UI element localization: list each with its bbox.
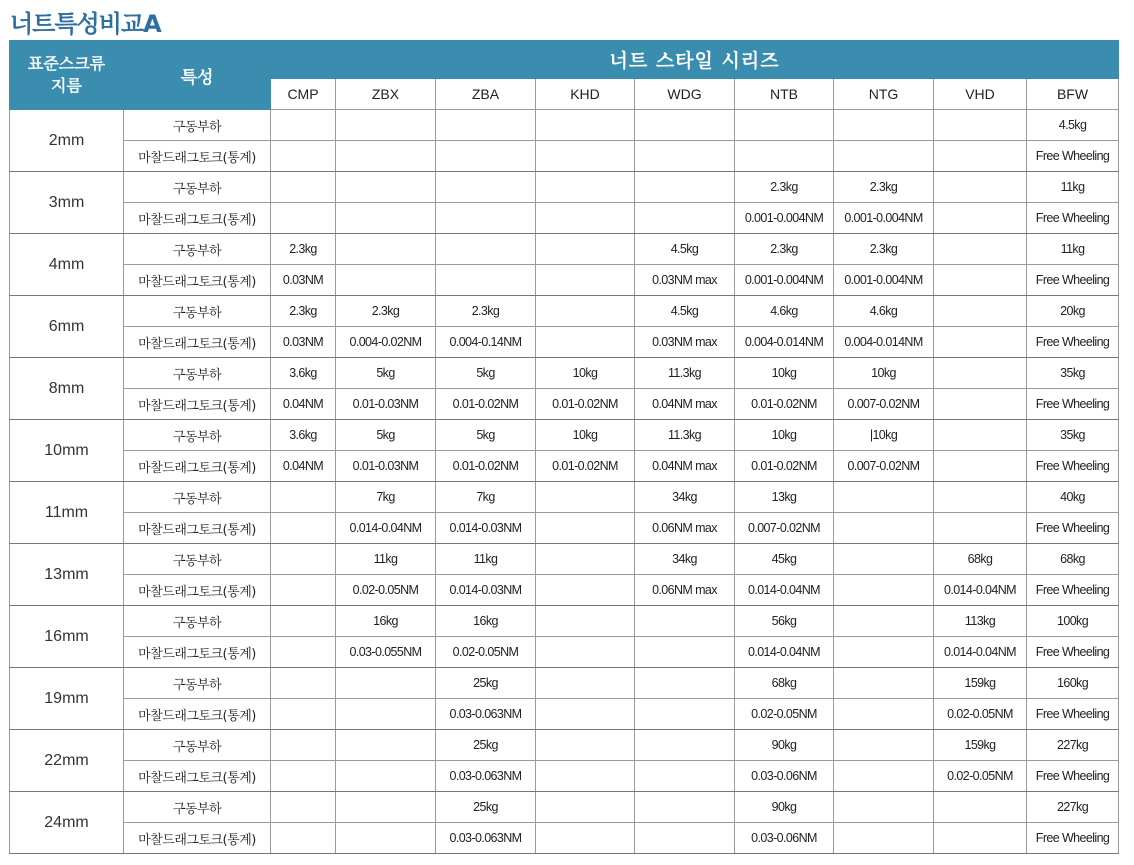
value-cell xyxy=(635,606,735,637)
value-cell xyxy=(834,482,934,513)
value-cell xyxy=(536,699,635,730)
diameter-header-line1: 표준스크류 xyxy=(27,54,106,73)
drive-load-label: 구동부하 xyxy=(124,358,271,389)
value-cell xyxy=(934,482,1027,513)
value-cell xyxy=(536,792,635,823)
value-cell: 0.01-0.02NM xyxy=(735,451,834,482)
value-cell xyxy=(934,203,1027,234)
value-cell: 159kg xyxy=(934,668,1027,699)
value-cell xyxy=(336,792,436,823)
value-cell: Free Wheeling xyxy=(1027,761,1119,792)
diameter-cell: 2mm xyxy=(10,110,124,172)
value-cell xyxy=(934,296,1027,327)
value-cell: 0.03NM xyxy=(271,327,336,358)
diameter-cell: 13mm xyxy=(10,544,124,606)
value-cell xyxy=(336,234,436,265)
diameter-cell: 8mm xyxy=(10,358,124,420)
value-cell xyxy=(271,730,336,761)
value-cell xyxy=(271,110,336,141)
value-cell: 16kg xyxy=(436,606,536,637)
diameter-header xyxy=(10,41,124,110)
value-cell xyxy=(336,265,436,296)
value-cell xyxy=(536,637,635,668)
value-cell xyxy=(336,730,436,761)
value-cell: 160kg xyxy=(1027,668,1119,699)
value-cell: 0.001-0.004NM xyxy=(735,203,834,234)
property-header: 특성 xyxy=(124,41,271,110)
value-cell: 35kg xyxy=(1027,420,1119,451)
value-cell: 0.03-0.06NM xyxy=(735,823,834,854)
value-cell: 2.3kg xyxy=(735,172,834,203)
value-cell xyxy=(934,513,1027,544)
value-cell xyxy=(536,265,635,296)
table-row xyxy=(10,327,1119,358)
value-cell xyxy=(635,141,735,172)
value-cell: 0.007-0.02NM xyxy=(834,389,934,420)
value-cell: 16kg xyxy=(336,606,436,637)
value-cell xyxy=(834,823,934,854)
drive-load-label: 구동부하 xyxy=(124,296,271,327)
column-header-zba: ZBA xyxy=(436,79,536,110)
value-cell: 0.01-0.02NM xyxy=(536,389,635,420)
value-cell xyxy=(934,451,1027,482)
diameter-cell: 3mm xyxy=(10,172,124,234)
value-cell xyxy=(336,203,436,234)
column-header-vhd: VHD xyxy=(934,79,1027,110)
value-cell xyxy=(934,823,1027,854)
value-cell xyxy=(536,761,635,792)
value-cell xyxy=(735,141,834,172)
value-cell: 0.02-0.05NM xyxy=(436,637,536,668)
value-cell xyxy=(271,575,336,606)
value-cell xyxy=(934,172,1027,203)
value-cell xyxy=(536,823,635,854)
value-cell: 0.04NM max xyxy=(635,451,735,482)
value-cell: 45kg xyxy=(735,544,834,575)
value-cell: 3.6kg xyxy=(271,358,336,389)
value-cell: 11kg xyxy=(1027,172,1119,203)
table-row xyxy=(10,792,1119,823)
value-cell xyxy=(271,513,336,544)
value-cell xyxy=(934,792,1027,823)
value-cell: 0.004-0.014NM xyxy=(834,327,934,358)
value-cell: 0.03-0.063NM xyxy=(436,823,536,854)
value-cell: 2.3kg xyxy=(834,234,934,265)
value-cell xyxy=(536,110,635,141)
value-cell: 0.014-0.04NM xyxy=(934,637,1027,668)
value-cell xyxy=(834,544,934,575)
value-cell: 0.01-0.02NM xyxy=(735,389,834,420)
value-cell: 0.014-0.04NM xyxy=(735,637,834,668)
series-header: 너트 스타일 시리즈 xyxy=(271,41,1119,79)
value-cell xyxy=(436,110,536,141)
value-cell: 25kg xyxy=(436,730,536,761)
value-cell: 0.01-0.03NM xyxy=(336,389,436,420)
value-cell: 0.06NM max xyxy=(635,575,735,606)
diameter-cell: 11mm xyxy=(10,482,124,544)
value-cell xyxy=(536,668,635,699)
nut-comparison-table xyxy=(9,40,1119,854)
value-cell xyxy=(336,110,436,141)
value-cell xyxy=(436,234,536,265)
value-cell: 90kg xyxy=(735,730,834,761)
table-row xyxy=(10,172,1119,203)
value-cell: Free Wheeling xyxy=(1027,327,1119,358)
value-cell xyxy=(536,575,635,606)
value-cell xyxy=(934,110,1027,141)
drive-load-label: 구동부하 xyxy=(124,110,271,141)
value-cell xyxy=(336,172,436,203)
value-cell: 227kg xyxy=(1027,730,1119,761)
value-cell: Free Wheeling xyxy=(1027,575,1119,606)
drag-torque-label: 마찰드래그토크(통계) xyxy=(124,699,271,730)
table-row xyxy=(10,389,1119,420)
value-cell xyxy=(635,823,735,854)
value-cell: 4.6kg xyxy=(735,296,834,327)
value-cell: 0.04NM max xyxy=(635,389,735,420)
value-cell xyxy=(536,296,635,327)
value-cell: 0.01-0.02NM xyxy=(436,451,536,482)
value-cell: 13kg xyxy=(735,482,834,513)
value-cell: 3.6kg xyxy=(271,420,336,451)
value-cell: 0.01-0.03NM xyxy=(336,451,436,482)
drag-torque-label: 마찰드래그토크(통계) xyxy=(124,575,271,606)
value-cell: 0.004-0.02NM xyxy=(336,327,436,358)
column-header-ntb: NTB xyxy=(735,79,834,110)
value-cell xyxy=(536,606,635,637)
value-cell xyxy=(635,203,735,234)
value-cell xyxy=(536,234,635,265)
value-cell xyxy=(336,699,436,730)
value-cell: 0.03-0.063NM xyxy=(436,699,536,730)
drag-torque-label: 마찰드래그토크(통계) xyxy=(124,265,271,296)
value-cell: 10kg xyxy=(735,358,834,389)
value-cell: Free Wheeling xyxy=(1027,823,1119,854)
value-cell xyxy=(934,234,1027,265)
value-cell: 0.004-0.14NM xyxy=(436,327,536,358)
value-cell: 100kg xyxy=(1027,606,1119,637)
value-cell xyxy=(635,110,735,141)
column-header-khd: KHD xyxy=(536,79,635,110)
value-cell: 4.5kg xyxy=(1027,110,1119,141)
value-cell: 20kg xyxy=(1027,296,1119,327)
value-cell: 0.03NM max xyxy=(635,265,735,296)
drive-load-label: 구동부하 xyxy=(124,482,271,513)
column-header-ntg: NTG xyxy=(834,79,934,110)
value-cell: 113kg xyxy=(934,606,1027,637)
value-cell: 25kg xyxy=(436,668,536,699)
value-cell: 0.04NM xyxy=(271,389,336,420)
value-cell: 5kg xyxy=(336,420,436,451)
table-row xyxy=(10,761,1119,792)
value-cell: 0.03NM xyxy=(271,265,336,296)
value-cell: 68kg xyxy=(735,668,834,699)
diameter-cell: 10mm xyxy=(10,420,124,482)
value-cell: 90kg xyxy=(735,792,834,823)
value-cell: 0.02-0.05NM xyxy=(934,699,1027,730)
value-cell: 10kg xyxy=(536,358,635,389)
value-cell: 5kg xyxy=(336,358,436,389)
drag-torque-label: 마찰드래그토크(통계) xyxy=(124,141,271,172)
value-cell: 0.03-0.055NM xyxy=(336,637,436,668)
value-cell xyxy=(436,265,536,296)
value-cell: Free Wheeling xyxy=(1027,265,1119,296)
table-row xyxy=(10,730,1119,761)
value-cell: 0.001-0.004NM xyxy=(735,265,834,296)
value-cell xyxy=(834,668,934,699)
value-cell xyxy=(635,699,735,730)
drag-torque-label: 마찰드래그토크(통계) xyxy=(124,823,271,854)
value-cell: 0.004-0.014NM xyxy=(735,327,834,358)
value-cell xyxy=(934,389,1027,420)
value-cell: 0.014-0.03NM xyxy=(436,513,536,544)
value-cell: 7kg xyxy=(336,482,436,513)
value-cell xyxy=(834,637,934,668)
value-cell xyxy=(934,358,1027,389)
value-cell xyxy=(834,792,934,823)
diameter-cell: 16mm xyxy=(10,606,124,668)
value-cell: 4.6kg xyxy=(834,296,934,327)
value-cell: 11kg xyxy=(336,544,436,575)
value-cell xyxy=(834,730,934,761)
drag-torque-label: 마찰드래그토크(통계) xyxy=(124,761,271,792)
drive-load-label: 구동부하 xyxy=(124,172,271,203)
value-cell xyxy=(336,823,436,854)
value-cell xyxy=(536,482,635,513)
drive-load-label: 구동부하 xyxy=(124,420,271,451)
value-cell: 2.3kg xyxy=(271,296,336,327)
value-cell: 5kg xyxy=(436,420,536,451)
value-cell: 0.001-0.004NM xyxy=(834,265,934,296)
value-cell xyxy=(635,730,735,761)
value-cell xyxy=(271,203,336,234)
value-cell xyxy=(834,141,934,172)
value-cell: 11.3kg xyxy=(635,358,735,389)
value-cell: 68kg xyxy=(934,544,1027,575)
value-cell xyxy=(934,141,1027,172)
value-cell xyxy=(934,420,1027,451)
value-cell: 34kg xyxy=(635,544,735,575)
value-cell xyxy=(436,203,536,234)
value-cell: Free Wheeling xyxy=(1027,141,1119,172)
value-cell: Free Wheeling xyxy=(1027,389,1119,420)
diameter-cell: 22mm xyxy=(10,730,124,792)
value-cell xyxy=(271,668,336,699)
table-row xyxy=(10,203,1119,234)
value-cell: 227kg xyxy=(1027,792,1119,823)
value-cell: Free Wheeling xyxy=(1027,451,1119,482)
value-cell xyxy=(536,203,635,234)
value-cell: 10kg xyxy=(834,358,934,389)
drag-torque-label: 마찰드래그토크(통계) xyxy=(124,451,271,482)
diameter-cell: 19mm xyxy=(10,668,124,730)
table-row xyxy=(10,668,1119,699)
value-cell xyxy=(834,110,934,141)
value-cell xyxy=(635,792,735,823)
table-row xyxy=(10,420,1119,451)
value-cell: 10kg xyxy=(536,420,635,451)
drag-torque-label: 마찰드래그토크(통계) xyxy=(124,203,271,234)
value-cell: 0.014-0.04NM xyxy=(735,575,834,606)
table-row xyxy=(10,544,1119,575)
drag-torque-label: 마찰드래그토크(통계) xyxy=(124,513,271,544)
value-cell: 34kg xyxy=(635,482,735,513)
value-cell xyxy=(834,699,934,730)
column-header-zbx: ZBX xyxy=(336,79,436,110)
page-title: 너트특성비교A xyxy=(10,10,161,38)
value-cell xyxy=(336,141,436,172)
value-cell: 35kg xyxy=(1027,358,1119,389)
value-cell: |10kg xyxy=(834,420,934,451)
value-cell xyxy=(271,792,336,823)
value-cell: 2.3kg xyxy=(336,296,436,327)
value-cell xyxy=(635,172,735,203)
value-cell: 0.007-0.02NM xyxy=(834,451,934,482)
value-cell: 0.001-0.004NM xyxy=(834,203,934,234)
drive-load-label: 구동부하 xyxy=(124,730,271,761)
value-cell xyxy=(735,110,834,141)
value-cell xyxy=(635,637,735,668)
column-header-wdg: WDG xyxy=(635,79,735,110)
value-cell: 4.5kg xyxy=(635,296,735,327)
table-body xyxy=(10,110,1119,854)
drive-load-label: 구동부하 xyxy=(124,668,271,699)
drive-load-label: 구동부하 xyxy=(124,606,271,637)
value-cell xyxy=(536,172,635,203)
value-cell: Free Wheeling xyxy=(1027,513,1119,544)
drive-load-label: 구동부하 xyxy=(124,234,271,265)
value-cell: 0.014-0.04NM xyxy=(934,575,1027,606)
value-cell: 0.01-0.02NM xyxy=(536,451,635,482)
table-row xyxy=(10,699,1119,730)
value-cell: 0.014-0.03NM xyxy=(436,575,536,606)
value-cell: 159kg xyxy=(934,730,1027,761)
value-cell: 25kg xyxy=(436,792,536,823)
value-cell xyxy=(536,327,635,358)
value-cell: 0.04NM xyxy=(271,451,336,482)
value-cell: 10kg xyxy=(735,420,834,451)
value-cell xyxy=(536,544,635,575)
value-cell xyxy=(271,823,336,854)
value-cell: 0.03-0.063NM xyxy=(436,761,536,792)
value-cell xyxy=(834,761,934,792)
diameter-cell: 24mm xyxy=(10,792,124,854)
value-cell xyxy=(934,265,1027,296)
value-cell: 0.03-0.06NM xyxy=(735,761,834,792)
table-row xyxy=(10,606,1119,637)
value-cell: 68kg xyxy=(1027,544,1119,575)
value-cell xyxy=(834,575,934,606)
table-row xyxy=(10,358,1119,389)
value-cell xyxy=(635,761,735,792)
diameter-cell: 6mm xyxy=(10,296,124,358)
value-cell: 2.3kg xyxy=(436,296,536,327)
value-cell xyxy=(834,606,934,637)
value-cell xyxy=(336,761,436,792)
value-cell: 7kg xyxy=(436,482,536,513)
drag-torque-label: 마찰드래그토크(통계) xyxy=(124,389,271,420)
table-row xyxy=(10,234,1119,265)
value-cell: 0.06NM max xyxy=(635,513,735,544)
value-cell: 56kg xyxy=(735,606,834,637)
value-cell: 11.3kg xyxy=(635,420,735,451)
value-cell xyxy=(436,172,536,203)
table-row xyxy=(10,823,1119,854)
value-cell: 2.3kg xyxy=(271,234,336,265)
value-cell: 2.3kg xyxy=(834,172,934,203)
value-cell: 0.007-0.02NM xyxy=(735,513,834,544)
table-row xyxy=(10,141,1119,172)
value-cell xyxy=(271,544,336,575)
value-cell xyxy=(271,637,336,668)
table-row xyxy=(10,513,1119,544)
diameter-cell: 4mm xyxy=(10,234,124,296)
value-cell xyxy=(635,668,735,699)
value-cell xyxy=(271,606,336,637)
value-cell xyxy=(271,482,336,513)
value-cell xyxy=(536,730,635,761)
table-row xyxy=(10,451,1119,482)
value-cell: 11kg xyxy=(1027,234,1119,265)
value-cell xyxy=(436,141,536,172)
value-cell xyxy=(536,141,635,172)
value-cell xyxy=(271,141,336,172)
value-cell: 0.03NM max xyxy=(635,327,735,358)
diameter-header-line2: 지름 xyxy=(51,76,82,95)
value-cell: 0.01-0.02NM xyxy=(436,389,536,420)
value-cell: 11kg xyxy=(436,544,536,575)
value-cell: Free Wheeling xyxy=(1027,203,1119,234)
value-cell: Free Wheeling xyxy=(1027,699,1119,730)
value-cell: 4.5kg xyxy=(635,234,735,265)
value-cell xyxy=(271,172,336,203)
value-cell xyxy=(271,761,336,792)
drag-torque-label: 마찰드래그토크(통계) xyxy=(124,327,271,358)
table-row xyxy=(10,265,1119,296)
value-cell xyxy=(271,699,336,730)
value-cell xyxy=(834,513,934,544)
table-row xyxy=(10,482,1119,513)
value-cell: 5kg xyxy=(436,358,536,389)
drag-torque-label: 마찰드래그토크(통계) xyxy=(124,637,271,668)
value-cell xyxy=(934,327,1027,358)
table-row xyxy=(10,296,1119,327)
value-cell xyxy=(536,513,635,544)
value-cell: 0.02-0.05NM xyxy=(336,575,436,606)
value-cell: 0.02-0.05NM xyxy=(934,761,1027,792)
drive-load-label: 구동부하 xyxy=(124,792,271,823)
table-row xyxy=(10,637,1119,668)
column-header-bfw: BFW xyxy=(1027,79,1119,110)
value-cell xyxy=(336,668,436,699)
table-row xyxy=(10,110,1119,141)
value-cell: Free Wheeling xyxy=(1027,637,1119,668)
value-cell: 0.02-0.05NM xyxy=(735,699,834,730)
table-row xyxy=(10,575,1119,606)
column-header-cmp: CMP xyxy=(271,79,336,110)
value-cell: 2.3kg xyxy=(735,234,834,265)
drive-load-label: 구동부하 xyxy=(124,544,271,575)
value-cell: 0.014-0.04NM xyxy=(336,513,436,544)
value-cell: 40kg xyxy=(1027,482,1119,513)
